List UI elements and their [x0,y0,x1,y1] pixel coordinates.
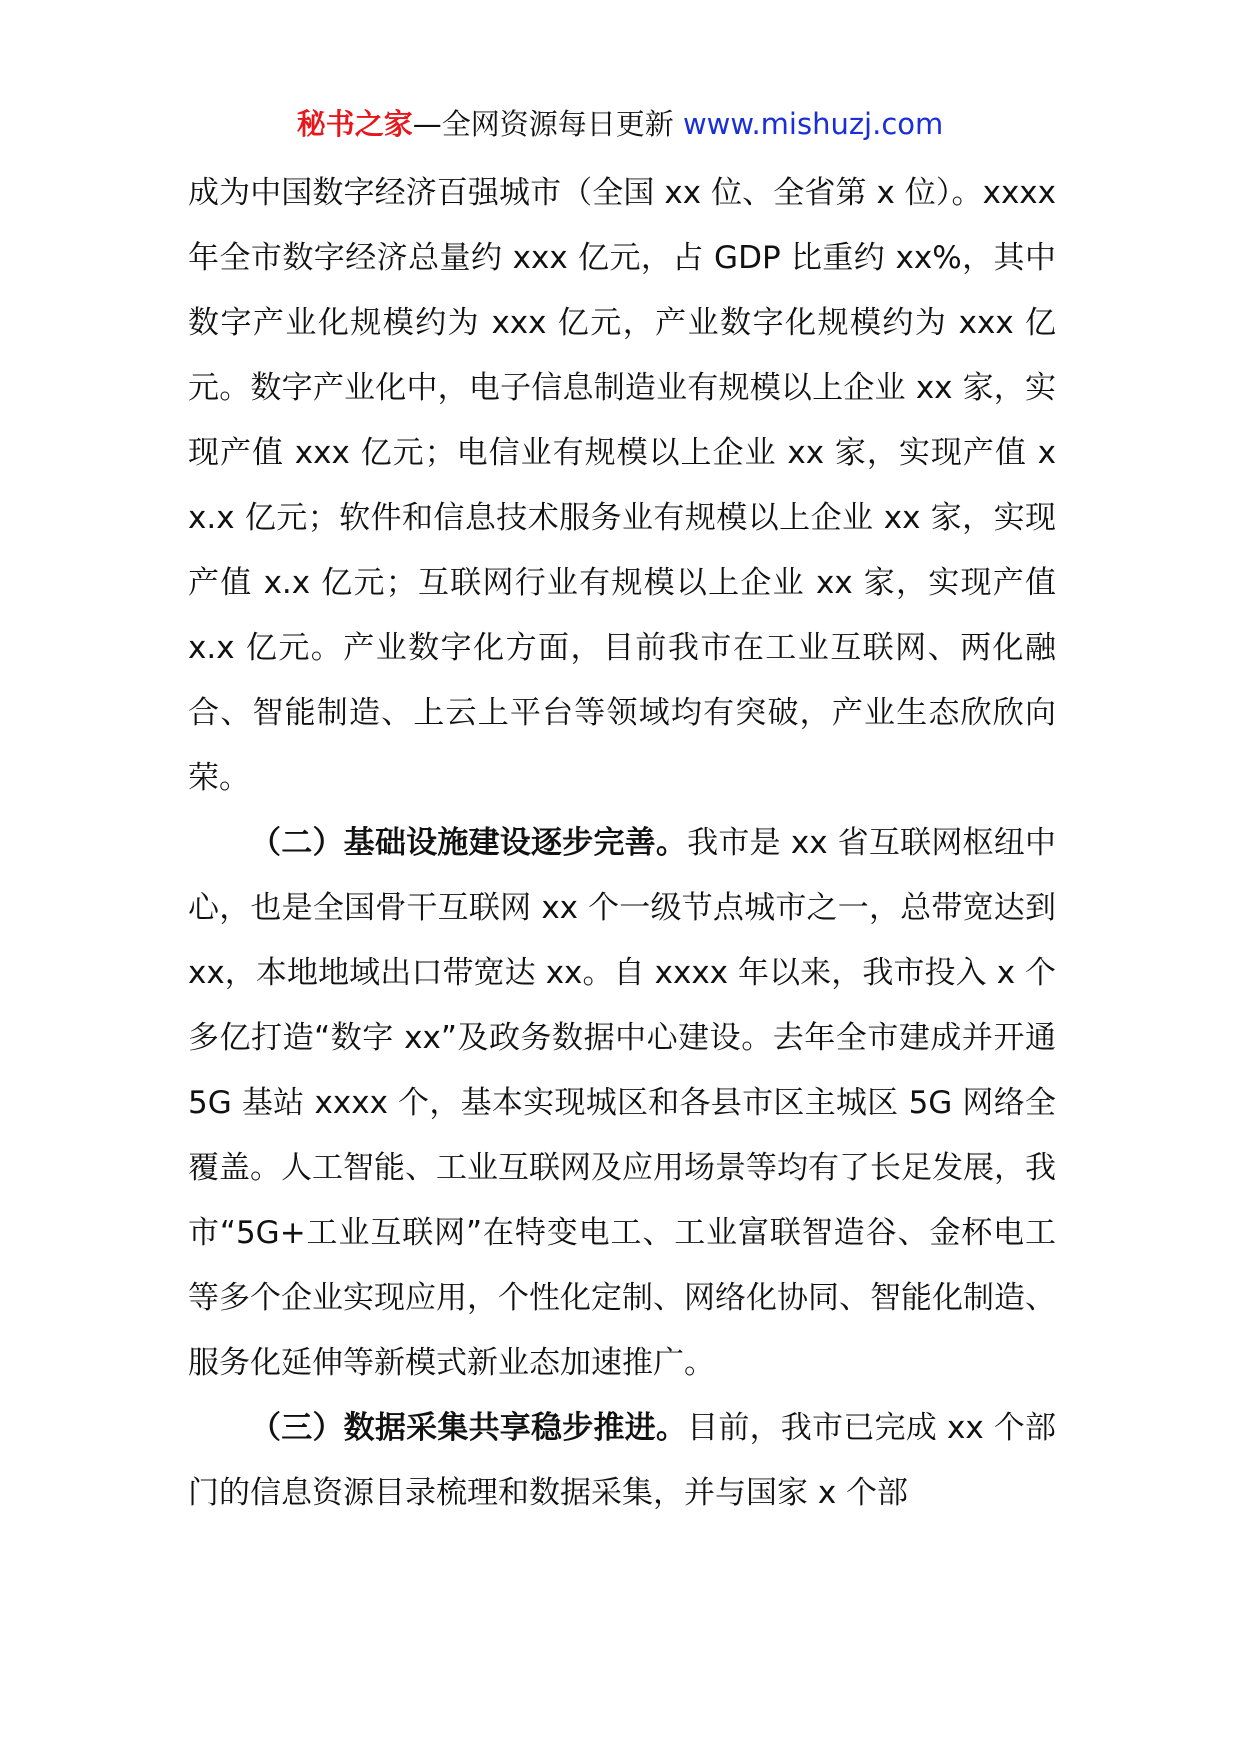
watermark-slogan: —全网资源每日更新 [412,107,674,141]
watermark-header [0,104,1240,144]
paragraph-2-text: 我市是 xx 省互联网枢纽中心，也是全国骨干互联网 xx 个一级节点城市之一，总带宽达到 xx，本地地域出口带宽达 xx。自 xxxx 年以来，我市投入 x 个多亿打造“数字 xx”及政务数据中心建设。去年全市建成并开通 5G 基站 xxxx 个，基本实现城区和各县市区主城区 5G 网络全覆盖。人工智能、工业互联网及应用场景等均有了长足发展，我市“5G+工业互联网”在特变电工、工业富联智造谷、金杯电工等多个企业实现应用，个性化定制、网络化协同、智能化制造、服务化延伸等新模式新业态加速推广。 [188,825,1057,1381]
section-heading-2: （二）基础设施建设逐步完善。 [250,825,688,861]
paragraph-3-text: 目前，我市已完成 xx 个部门的信息资源目录梳理和数据采集，并与国家 x 个部 [188,1410,1057,1511]
paragraph-1 [188,161,1056,811]
watermark-url: www.mishuzj.com [682,107,944,141]
paragraph-3 [188,1396,1056,1526]
document-body [188,161,1056,1526]
paragraph-1-text: 成为中国数字经济百强城市（全国 xx 位、全省第 x 位）。xxxx 年全市数字经济总量约 xxx 亿元，占 GDP 比重约 xx%，其中数字产业化规模约为 xxx 亿元，产业数字化规模约为 xxx 亿元。数字产业化中，电子信息制造业有规模以上企业 xx 家，实现产值 xxx 亿元；电信业有规模以上企业 xx 家，实现产值 xx.x 亿元；软件和信息技术服务业有规模以上企业 xx 家，实现产值 x.x 亿元；互联网行业有规模以上企业 xx 家，实现产值 x.x 亿元。产业数字化方面，目前我市在工业互联网、两化融合、智能制造、上云上平台等领域均有突破，产业生态欣欣向荣。 [188,175,1056,796]
paragraph-2 [188,811,1056,1396]
section-heading-3: （三）数据采集共享稳步推进。 [250,1410,688,1446]
watermark-brand: 秘书之家 [296,107,413,141]
